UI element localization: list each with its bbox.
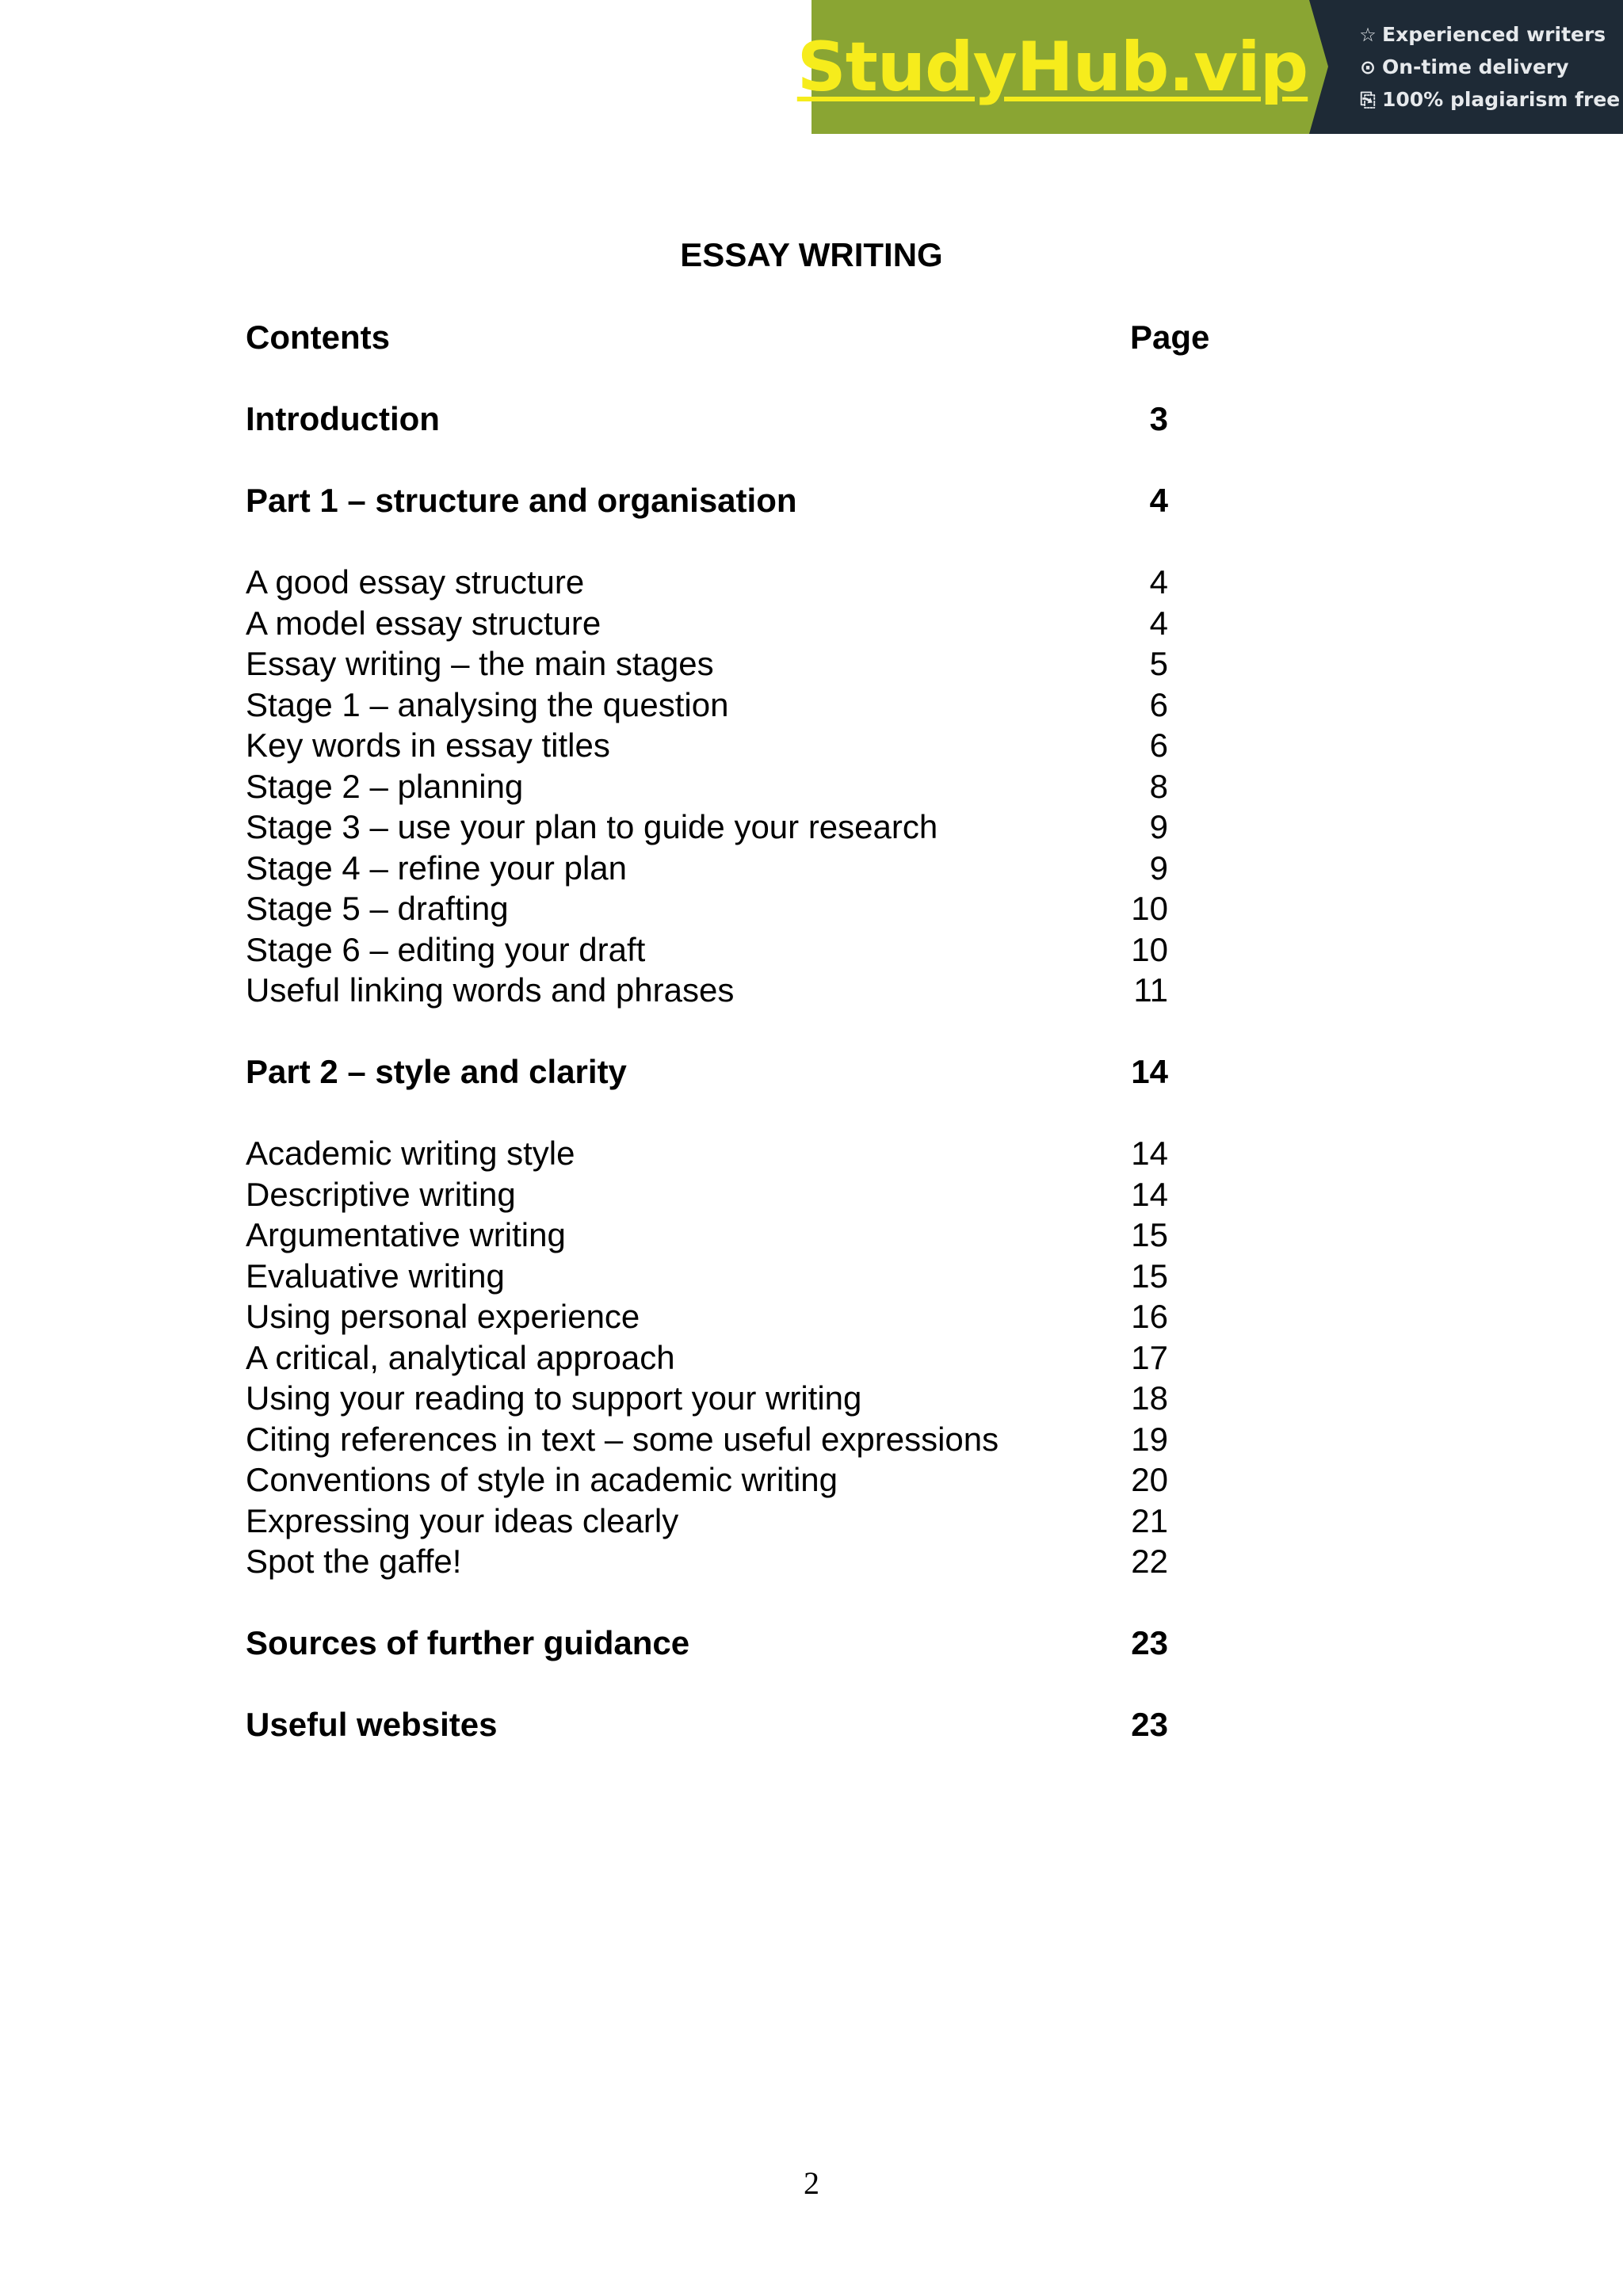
toc-entry-text: Evaluative writing [246,1257,505,1295]
toc-entry-text: Descriptive writing [246,1175,516,1213]
toc-heading-text: Sources of further guidance [246,1624,690,1661]
banner-arrow-divider [1309,0,1328,134]
toc-section-heading[interactable] [246,1623,1276,1664]
toc-entry-text: Argumentative writing [246,1216,566,1253]
toc-spacer [246,1011,1276,1052]
toc-entry[interactable] [246,1378,1276,1419]
toc-page-number: 20 [1131,1461,1168,1498]
toc-page-number: 19 [1131,1420,1168,1458]
clock-icon: ⊙ [1359,55,1377,78]
toc-header-row [246,317,1276,358]
toc-page-number: 15 [1131,1216,1168,1253]
toc-heading-text: Introduction [246,400,440,437]
toc-entry-text: Spot the gaffe! [246,1543,462,1580]
toc-page-number: 3 [1149,400,1168,437]
toc-page-number: 9 [1149,808,1168,845]
toc-page-number: 9 [1149,849,1168,887]
toc-page-number: 4 [1149,482,1168,519]
toc-entry[interactable] [246,888,1276,929]
toc-page-number: 15 [1131,1257,1168,1295]
toc-entry[interactable] [246,603,1276,644]
advert-banner[interactable] [796,0,1623,134]
table-of-contents [246,317,1276,1745]
toc-entry-text: A model essay structure [246,604,601,642]
toc-entry-text: Using your reading to support your writing [246,1379,862,1417]
page-column-header: Page [1130,318,1210,356]
toc-page-number: 14 [1131,1175,1168,1213]
toc-entry[interactable] [246,970,1276,1011]
toc-entry[interactable] [246,848,1276,889]
feature-label: 100% plagiarism free [1382,88,1621,111]
toc-entry[interactable] [246,1215,1276,1256]
toc-entry-text: Stage 4 – refine your plan [246,849,627,887]
toc-page-number: 16 [1131,1298,1168,1335]
toc-entry[interactable] [246,1133,1276,1174]
toc-entry-text: Key words in essay titles [246,727,610,764]
toc-page-number: 17 [1131,1338,1168,1376]
toc-page-number: 18 [1131,1379,1168,1417]
brand-logo[interactable]: StudyHub.vip [796,27,1308,107]
toc-heading-text: Part 2 – style and clarity [246,1053,627,1090]
contents-header: Contents [246,318,390,356]
document-title: ESSAY WRITING [680,236,943,273]
toc-page-number: 11 [1133,971,1168,1009]
toc-section-heading[interactable] [246,480,1276,521]
toc-section-heading[interactable] [246,399,1276,440]
toc-entry-text: Expressing your ideas clearly [246,1501,679,1539]
toc-entry[interactable] [246,807,1276,848]
toc-entry-text: A good essay structure [246,563,585,601]
toc-entry-text: Stage 1 – analysing the question [246,685,729,723]
toc-entry[interactable] [246,643,1276,685]
toc-heading-text: Part 1 – structure and organisation [246,482,797,519]
toc-entry[interactable] [246,1174,1276,1215]
toc-entry[interactable] [246,1419,1276,1460]
toc-entry-text: Essay writing – the main stages [246,645,714,682]
toc-page-number: 22 [1131,1543,1168,1580]
toc-spacer [246,1093,1276,1134]
toc-entry[interactable] [246,685,1276,726]
toc-page-number: 6 [1149,685,1168,723]
toc-spacer [246,440,1276,481]
toc-entry[interactable] [246,1337,1276,1379]
toc-entry[interactable] [246,1459,1276,1501]
toc-entry-text: Academic writing style [246,1135,575,1172]
brand-panel [796,0,1309,134]
toc-entry[interactable] [246,1296,1276,1337]
toc-page-number: 8 [1149,767,1168,805]
toc-page-number: 6 [1149,727,1168,764]
toc-entry-text: Citing references in text – some useful expressions [246,1420,999,1458]
toc-section-heading[interactable] [246,1704,1276,1745]
toc-entry-text: Stage 2 – planning [246,767,524,805]
toc-entry[interactable] [246,766,1276,807]
toc-page-number: 5 [1149,645,1168,682]
toc-page-number: 4 [1149,604,1168,642]
toc-entry[interactable] [246,1541,1276,1582]
features-panel [1309,0,1623,134]
toc-page-number: 4 [1149,563,1168,601]
toc-page-number: 10 [1131,890,1168,927]
toc-spacer [246,521,1276,563]
feature-label: On-time delivery [1382,55,1569,78]
toc-entry-text: Stage 6 – editing your draft [246,930,646,968]
feature-plagiarism-free [1357,83,1623,116]
toc-entry-text: Using personal experience [246,1298,640,1335]
toc-page-number: 23 [1131,1624,1168,1661]
toc-section-heading[interactable] [246,1051,1276,1093]
toc-entry[interactable] [246,929,1276,971]
toc-entry-text: Stage 3 – use your plan to guide your research [246,808,938,845]
toc-entry[interactable] [246,1256,1276,1297]
toc-page-number: 14 [1131,1053,1168,1090]
toc-page-number: 14 [1131,1135,1168,1172]
toc-spacer [246,358,1276,399]
document-check-icon: ⎘ [1360,88,1376,111]
feature-on-time-delivery [1357,51,1623,83]
toc-entry-text: A critical, analytical approach [246,1338,675,1376]
toc-spacer [246,1582,1276,1623]
toc-entry-text: Stage 5 – drafting [246,890,509,927]
toc-spacer [246,1664,1276,1705]
toc-page-number: 10 [1131,930,1168,968]
toc-page-number: 21 [1131,1501,1168,1539]
feature-label: Experienced writers [1382,23,1606,46]
toc-page-number: 23 [1131,1706,1168,1743]
feature-experienced-writers [1357,18,1623,51]
toc-entry[interactable] [246,1501,1276,1542]
toc-entry[interactable] [246,725,1276,766]
page-number: 2 [804,2165,819,2201]
toc-entry[interactable] [246,562,1276,603]
toc-heading-text: Useful websites [246,1706,498,1743]
star-icon: ☆ [1359,23,1377,46]
toc-entry-text: Conventions of style in academic writing [246,1461,838,1498]
toc-entry-text: Useful linking words and phrases [246,971,735,1009]
